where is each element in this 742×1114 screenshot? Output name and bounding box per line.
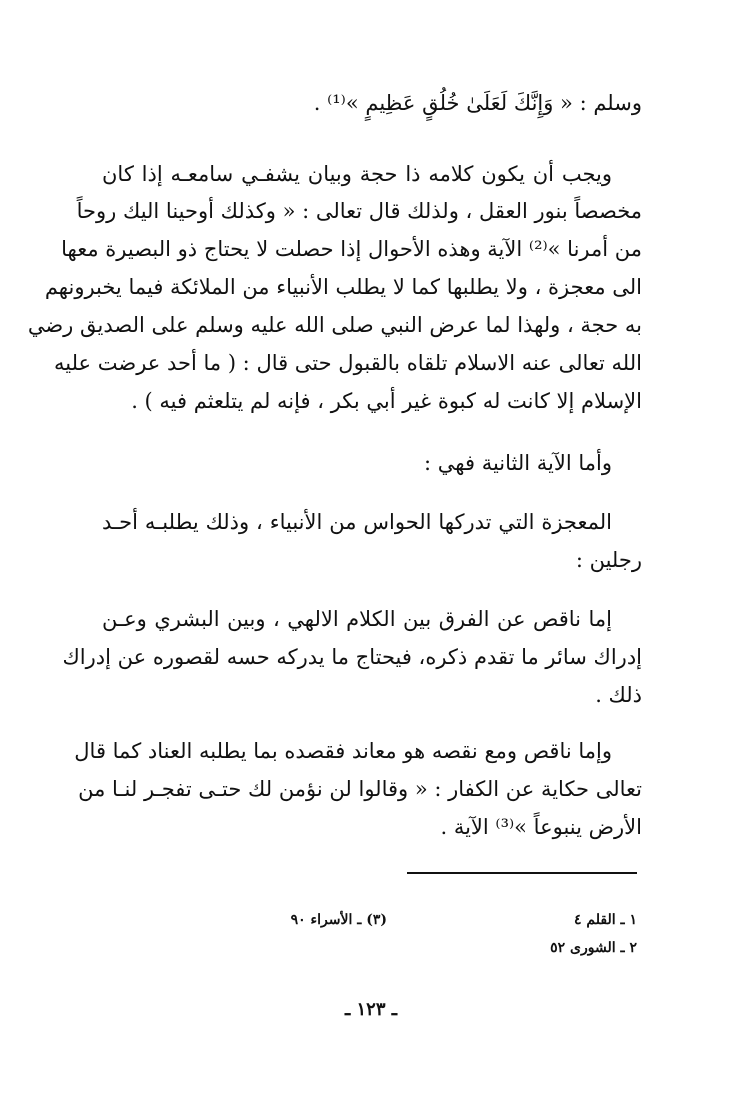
text-line-12: إما ناقص عن الفرق بين الكلام الالهي ، وبين البشري وعـن xyxy=(102,607,612,631)
text-line-5: الى معجزة ، ولا يطلبها كما لا يطلب الأنبياء من الملائكة فيما يخبرونهم xyxy=(44,275,642,299)
text-line-14: ذلك . xyxy=(595,683,642,707)
footnote-3: (٣) ـ الأسراء ٩٠ xyxy=(290,912,387,928)
text-line-17: الأرض ينبوعاً »⁽³⁾ الآية . xyxy=(440,815,642,839)
footnote-separator xyxy=(407,872,637,874)
footnote-1: ١ ـ القلم ٤ xyxy=(574,912,637,928)
text-line-3: مخصصاً بنور العقل ، ولذلك قال تعالى : « وكذلك أوحينا اليك روحاً xyxy=(76,199,642,223)
text-line-13: إدراك سائر ما تقدم ذكره، فيحتاج ما يدركه حسه لقصوره عن إدراك xyxy=(62,645,642,669)
text-line-10: المعجزة التي تدركها الحواس من الأنبياء ، وذلك يطلبـه أحـد xyxy=(102,510,612,534)
text-line-4: من أمرنا »⁽²⁾ الآية وهذه الأحوال إذا حصلت لا يحتاج ذو البصيرة معها xyxy=(61,237,642,261)
text-line-11: رجلين : xyxy=(575,548,642,572)
text-line-1: وسلم : « وَإِنَّكَ لَعَلَىٰ خُلُقٍ عَظِيمٍ »⁽¹⁾ . xyxy=(313,91,642,115)
text-line-8: الإسلام إلا كانت له كبوة غير أبي بكر ، فإنه لم يتلعثم فيه ) . xyxy=(131,389,642,413)
text-line-16: تعالى حكاية عن الكفار : « وقالوا لن نؤمن لك حتـى تفجـر لنـا من xyxy=(78,777,642,801)
text-line-6: به حجة ، ولهذا لما عرض النبي صلى الله عليه وسلم على الصديق رضي xyxy=(27,313,642,337)
footnote-2: ٢ ـ الشورى ٥٢ xyxy=(550,940,637,956)
page-number: ـ ١٢٣ ـ xyxy=(344,999,398,1020)
text-line-9: وأما الآية الثانية فهي : xyxy=(424,451,612,475)
text-line-2: ويجب أن يكون كلامه ذا حجة وبيان يشفـي سامعـه إذا كان xyxy=(102,162,612,186)
text-line-7: الله تعالى عنه الاسلام تلقاه بالقبول حتى قال : ( ما أحد عرضت عليه xyxy=(53,351,642,375)
text-line-15: وإما ناقص ومع نقصه هو معاند فقصده بما يطلبه العناد كما قال xyxy=(74,739,612,763)
